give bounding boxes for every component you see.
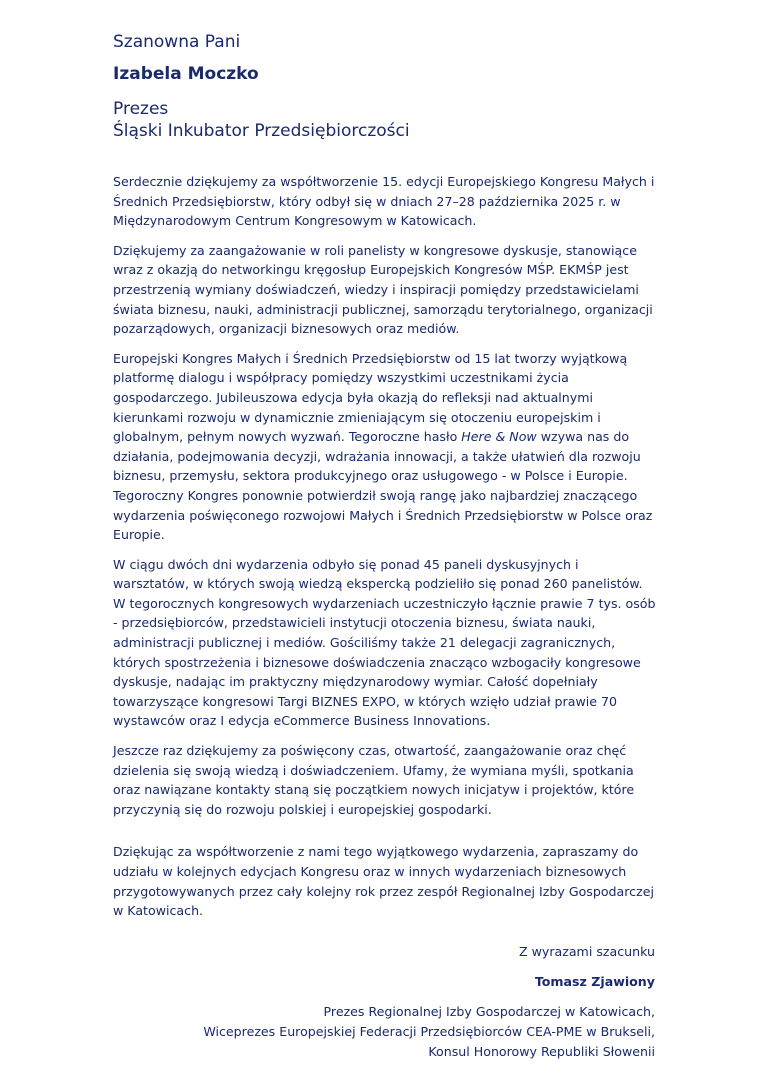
- signer-role: Wiceprezes Europejskiej Federacji Przedsiębiorców CEA-PME w Brukseli,: [203, 1024, 655, 1039]
- paragraph-statistics-line1: W ciągu dwóch dni wydarzenia odbyło się ponad 45 paneli dyskusyjnych i warsztatów, w których swoją wiedzą ekspercką podzieliło się ponad 260 panelistów.: [113, 556, 643, 592]
- paragraph-congress: [113, 349, 658, 545]
- paragraph-statistics-line2: W tegorocznych kongresowych wydarzeniach uczestniczyło łącznie prawie 7 tys. osób - przedsiębiorców, przedstawicieli instytucji otoczenia biznesu, świata nauki, administracji publicznej i mediów. Gościliśmy także 21 delegacji zagranicznych, których spostrzeżenia i biznesowe doświadczenia znacząco wzbogaciły kongresowe dyskusje, nadając im praktyczny międzynarodowy wymiar. Całość dopełniały towarzyszące kongresowi Targi BIZNES EXPO, w których wzięło udział prawie 70 wystawców oraz I edycja eCommerce Business Innovations.: [113, 595, 656, 729]
- closing-regards: Z wyrazami szacunku: [518, 944, 655, 959]
- signer-name: Tomasz Zjawiony: [534, 974, 655, 989]
- salutation: Szanowna Pani: [113, 32, 241, 52]
- paragraph-congress-part1: Europejski Kongres Małych i Średnich Przedsiębiorstw od 15 lat tworzy wyjątkową platformę dialogu i współpracy pomiędzy wszystkimi uczestnikami życia gospodarczego. Jubileuszowa edycja była okazją do refleksji nad aktualnymi kierunkami rozwoju w dynamicznie zmieniającym się otoczeniu europejskim i globalnym, pełnym nowych wyzwań. Tegoroczne hasło: [113, 350, 628, 445]
- paragraph-congress-part2: wzywa nas do działania, podejmowania decyzji, wdrażania innowacji, a także ułatwień dla rozwoju biznesu, przemysłu, sektora produkcyjnego oraz usługowego - w Polsce i Europie. Tegoroczny Kongres ponownie potwierdził swoją rangę jako najbardziej znaczącego wydarzenia poświęconego rozwojowi Małych i Średnich Przedsiębiorstw w Polsce oraz Europie.: [113, 429, 653, 543]
- paragraph-engagement: Dziękujemy za zaangażowanie w roli panelisty w kongresowe dyskusje, stanowiące wraz z okazją do networkingu kręgosłup Europejskich Kongresów MŚP. EKMŚP jest przestrzenią wymiany doświadczeń, wiedzy i inspiracji pomiędzy przedstawicielami świata biznesu, nauki, administracji publicznej, samorządu terytorialnego, organizacji pozarządowych, organizacji biznesowych oraz mediów.: [113, 242, 653, 337]
- letter-page: [113, 28, 658, 931]
- paragraph-invitation: Dziękując za współtworzenie z nami tego wyjątkowego wydarzenia, zapraszamy do udziału w kolejnych edycjach Kongresu oraz w innych wydarzeniach biznesowych przygotowywanych przez cały kolejny rok przez zespół Regionalnej Izby Gospodarczej w Katowicach.: [113, 844, 654, 919]
- signer-role: Konsul Honorowy Republiki Słowenii: [428, 1044, 655, 1059]
- recipient-organization: Śląski Inkubator Przedsiębiorczości: [113, 121, 410, 141]
- slogan-here-and-now: Here & Now: [461, 429, 537, 445]
- recipient-name: Izabela Moczko: [113, 64, 259, 84]
- signature-block: [203, 942, 655, 1062]
- paragraph-statistics: [113, 555, 658, 731]
- signer-roles: [203, 1002, 655, 1062]
- paragraph-thanks: Serdecznie dziękujemy za współtworzenie 15. edycji Europejskiego Kongresu Małych i Średnich Przedsiębiorstw, który odbył się w dniach 27–28 października 2025 r. w Międzynarodowym Centrum Kongresowym w Katowicach.: [113, 174, 655, 229]
- signer-role: Prezes Regionalnej Izby Gospodarczej w Katowicach,: [323, 1004, 655, 1019]
- paragraph-gratitude: Jeszcze raz dziękujemy za poświęcony czas, otwartość, zaangażowanie oraz chęć dzielenia się swoją wiedzą i doświadczeniem. Ufamy, że wymiana myśli, spotkania oraz nawiązane kontakty staną się początkiem nowych inicjatyw i projektów, które przyczynią się do rozwoju polskiej i europejskiej gospodarki.: [113, 743, 635, 817]
- recipient-title: Prezes: [113, 99, 169, 119]
- letter-body: [113, 172, 658, 921]
